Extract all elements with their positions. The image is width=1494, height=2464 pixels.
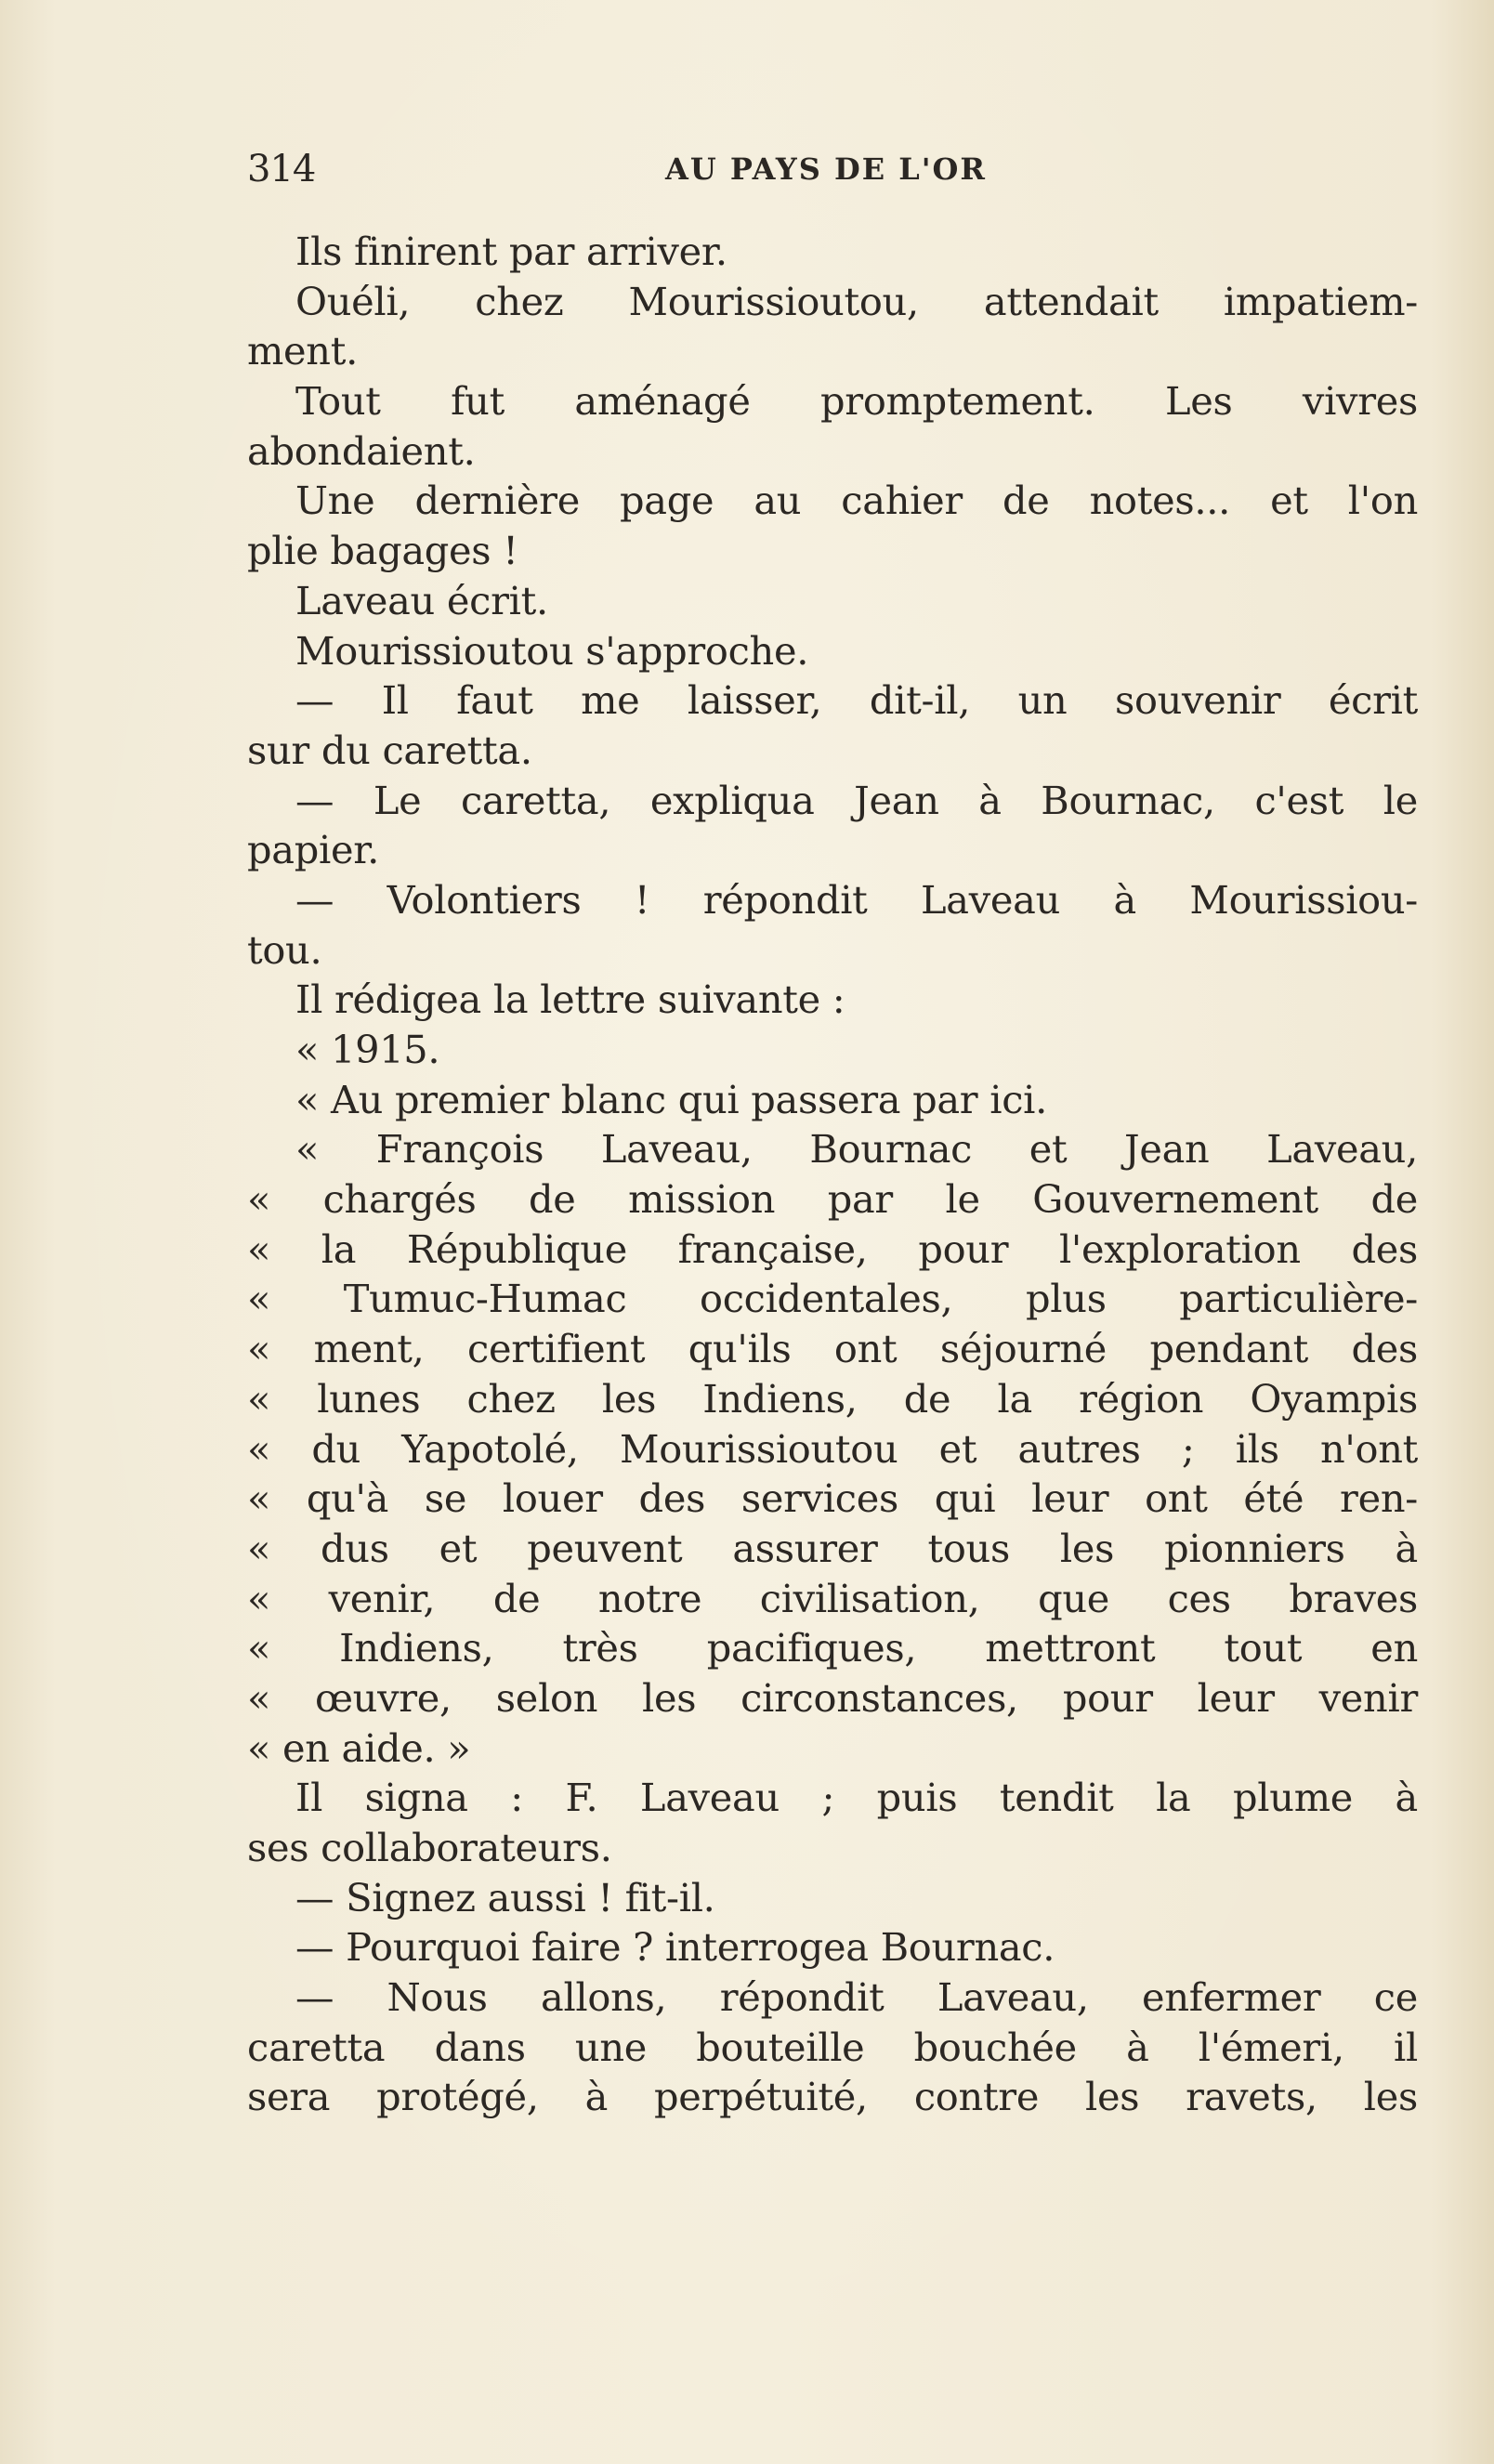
text-line: « en aide. » [247, 1724, 471, 1771]
text-line: « François Laveau, Bournac et Jean Laveau, [295, 1126, 1418, 1173]
text-line: ses collaborateurs. [247, 1825, 612, 1870]
text-line: « chargés de mission par le Gouvernement de [247, 1176, 1418, 1223]
text-line: « dus et peuvent assurer tous les pionniers à [247, 1525, 1418, 1571]
text-line: caretta dans une bouteille bouchée à l'émeri, il [247, 2024, 1418, 2070]
text-line: sera protégé, à perpétuité, contre les ravets, les [247, 2074, 1418, 2120]
body-text [247, 227, 1418, 2122]
text-line: « du Yapotolé, Mourissioutou et autres ; ils n'ont [247, 1425, 1418, 1472]
text-line: tou. [247, 926, 322, 973]
text-line: « Indiens, très pacifiques, mettront tout en [247, 1625, 1418, 1671]
page-header [247, 141, 1418, 197]
text-line: Une dernière page au cahier de notes... et l'on [295, 478, 1418, 524]
text-line: — Pourquoi faire ? interrogea Bournac. [295, 1924, 1055, 1971]
text-line: ment. [247, 328, 359, 374]
text-line: — Nous allons, répondit Laveau, enfermer ce [295, 1974, 1418, 2021]
page-number: 314 [247, 148, 316, 190]
text-line: Tout fut aménagé promptement. Les vivres [295, 378, 1418, 425]
text-line: — Signez aussi ! fit-il. [295, 1874, 715, 1920]
text-line: Ouéli, chez Mourissioutou, attendait impatiem- [295, 278, 1418, 324]
text-line: — Le caretta, expliqua Jean à Bournac, c'est le [295, 777, 1418, 823]
text-line: « la République française, pour l'exploration des [247, 1225, 1418, 1272]
text-line: Il signa : F. Laveau ; puis tendit la plume à [295, 1775, 1418, 1821]
running-title: AU PAYS DE L'OR [665, 151, 987, 187]
text-line: « ment, certifient qu'ils ont séjourné pendant des [247, 1326, 1418, 1372]
text-line: Mourissioutou s'approche. [295, 627, 809, 674]
text-line: « 1915. [295, 1027, 440, 1072]
text-line: sur du caretta. [247, 727, 532, 773]
text-line: abondaient. [247, 427, 476, 474]
text-line: « œuvre, selon les circonstances, pour leur venir [247, 1674, 1418, 1721]
text-line: — Il faut me laisser, dit-il, un souvenir écrit [295, 677, 1418, 724]
text-line: « lunes chez les Indiens, de la région Oyampis [247, 1375, 1418, 1422]
text-line: — Volontiers ! répondit Laveau à Mourissiou- [295, 876, 1418, 923]
text-line: « Tumuc-Humac occidentales, plus particulière- [247, 1276, 1418, 1322]
text-line: papier. [247, 827, 380, 873]
text-line: Laveau écrit. [295, 577, 548, 623]
text-line: « Au premier blanc qui passera par ici. [295, 1076, 1047, 1122]
text-line: « venir, de notre civilisation, que ces braves [247, 1575, 1418, 1621]
text-line: Il rédigea la lettre suivante : [295, 976, 845, 1023]
text-line: Ils finirent par arriver. [295, 229, 727, 274]
text-line: « qu'à se louer des services qui leur ont été ren- [247, 1475, 1418, 1522]
text-line: plie bagages ! [247, 528, 518, 574]
